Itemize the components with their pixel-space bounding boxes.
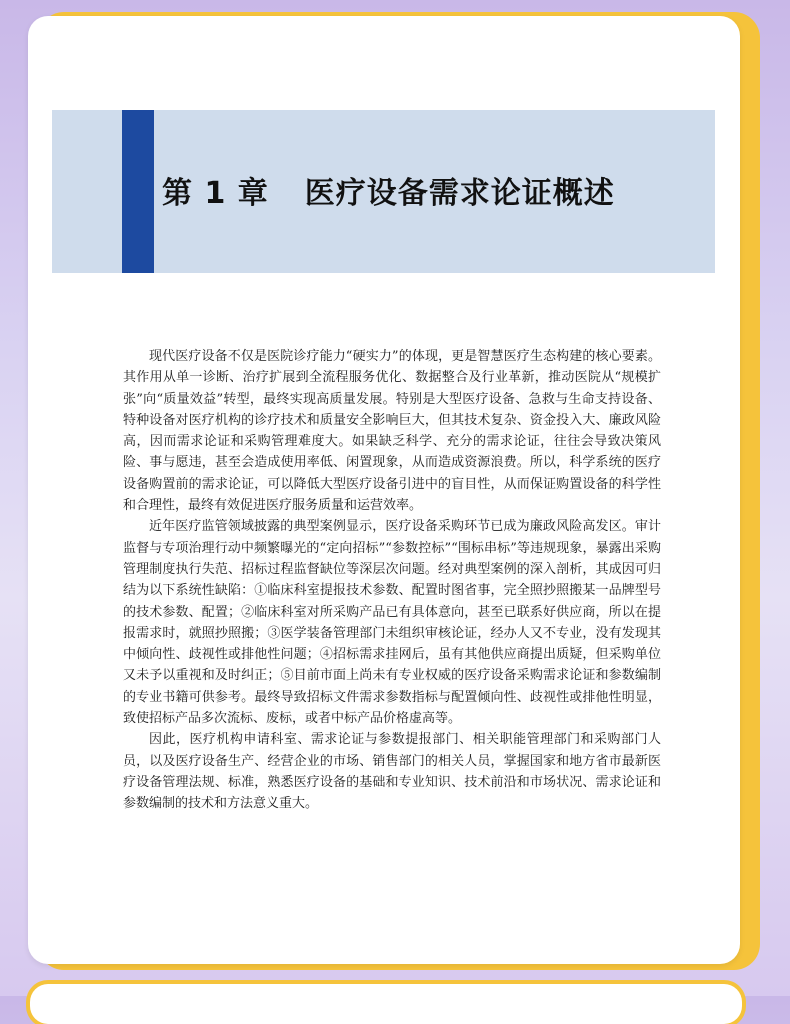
paragraph-3: 因此，医疗机构申请科室、需求论证与参数提报部门、相关职能管理部门和采购部门人员，以及医疗设备生产、经营企业的市场、销售部门的相关人员，掌握国家和地方省市最新医疗设备管理法规、标准，熟悉医疗设备的基础和专业知识、技术前沿和市场状况、需求论证和参数编制的技术和方法意义重大。 — [123, 732, 661, 812]
chapter-banner — [52, 110, 715, 273]
chapter-accent-bar — [122, 110, 154, 273]
chapter-number: 第 1 章 — [162, 176, 269, 211]
book-page — [28, 16, 740, 964]
chapter-heading — [162, 168, 615, 212]
chapter-body — [123, 346, 661, 815]
paragraph-1: 现代医疗设备不仅是医院诊疗能力“硬实力”的体现，更是智慧医疗生态构建的核心要素。其作用从单一诊断、治疗扩展到全流程服务优化、数据整合及行业革新，推动医院从“规模扩张”向“质量效益”转型，最终实现高质量发展。特别是大型医疗设备、急救与生命支持设备、特种设备对医疗机构的诊疗技术和质量安全影响巨大，但其技术复杂、资金投入大、廉政风险高，因而需求论证和采购管理难度大。如果缺乏科学、充分的需求论证，往往会导致决策风险、事与愿违，甚至会造成使用率低、闲置现象，从而造成资源浪费。所以，科学系统的医疗设备购置前的需求论证，可以降低大型医疗设备引进中的盲目性，从而保证购置设备的科学性和合理性，最终有效促进医疗服务质量和运营效率。 — [123, 349, 661, 514]
chapter-title: 医疗设备需求论证概述 — [304, 176, 615, 211]
next-page-card — [30, 984, 742, 1024]
paragraph-2: 近年医疗监管领域披露的典型案例显示，医疗设备采购环节已成为廉政风险高发区。审计监督与专项治理行动中频繁曝光的“定向招标”“参数控标”“围标串标”等违规现象，暴露出采购管理制度执行失范、招标过程监督缺位等深层次问题。经对典型案例的深入剖析，其成因可归结为以下系统性缺陷：①临床科室提报技术参数、配置时图省事，完全照抄照搬某一品牌型号的技术参数、配置；②临床科室对所采购产品已有具体意向，甚至已联系好供应商，所以在提报需求时，就照抄照搬；③医学装备管理部门未组织审核论证，经办人又不专业，没有发现其中倾向性、歧视性或排他性问题；④招标需求挂网后，虽有其他供应商提出质疑，但采购单位又未予以重视和及时纠正；⑤目前市面上尚未有专业权威的医疗设备采购需求论证和参数编制的专业书籍可供参考。最终导致招标文件需求参数指标与配置倾向性、歧视性或排他性明显，致使招标产品多次流标、废标，或者中标产品价格虚高等。 — [123, 519, 661, 727]
